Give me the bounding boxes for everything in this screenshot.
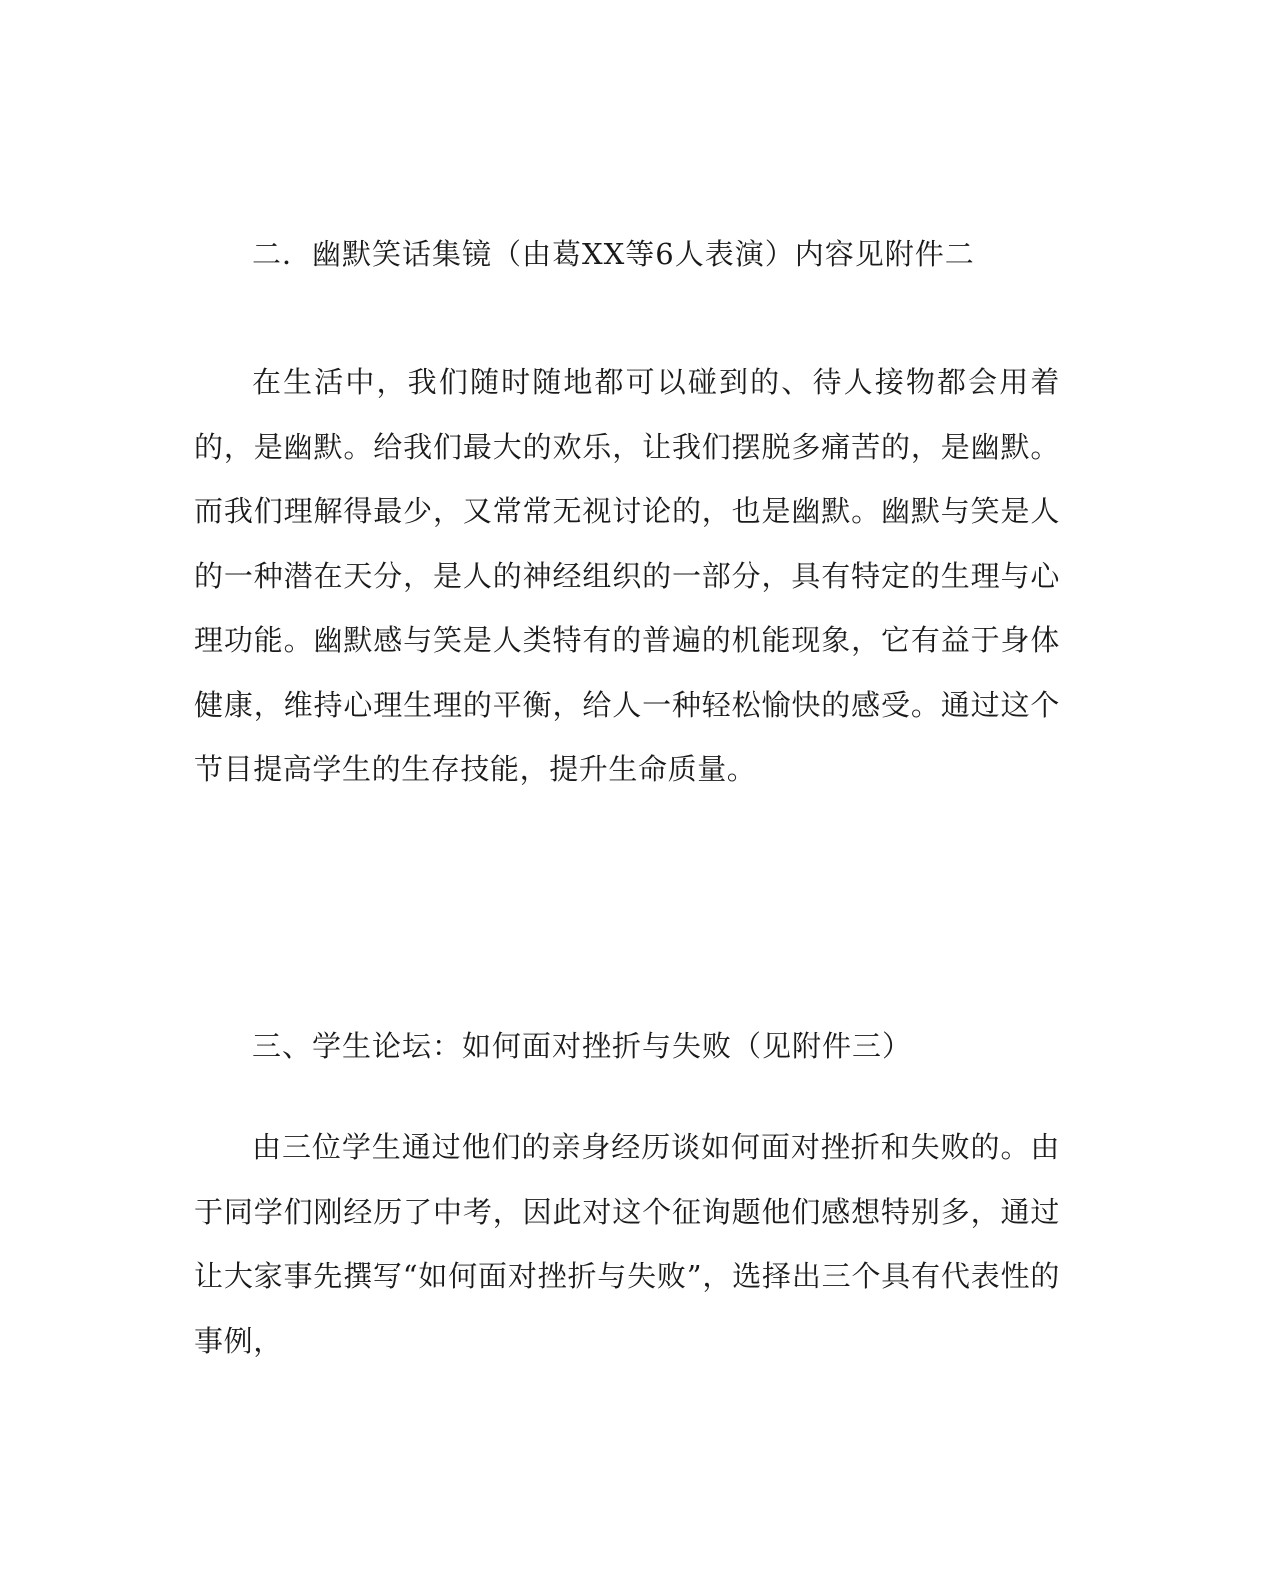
section-heading-forum: 三、学生论坛：如何面对挫折与失败（见附件三） <box>252 1029 913 1063</box>
section-paragraph-forum: 由三位学生通过他们的亲身经历谈如何面对挫折和失败的。由于同学们刚经历了中考，因此对这个征询题他们感想特别多，通过让大家事先撰写“如何面对挫折与失败”，选择出三个具有代表性的事例， <box>194 1130 1060 1358</box>
section-paragraph-humor: 在生活中，我们随时随地都可以碰到的、待人接物都会用着的，是幽默。给我们最大的欢乐，让我们摆脱多痛苦的，是幽默。而我们理解得最少，又常常无视讨论的，也是幽默。幽默与笑是人的一种潜在天分，是人的神经组织的一部分，具有特定的生理与心理功能。幽默感与笑是人类特有的普遍的机能现象，它有益于身体健康，维持心理生理的平衡，给人一种轻松愉快的感受。通过这个节目提高学生的生存技能，提升生命质量。 <box>194 365 1060 786</box>
section-heading-humor: 二．幽默笑话集镜（由葛XX等6人表演）内容见附件二 <box>252 237 975 271</box>
